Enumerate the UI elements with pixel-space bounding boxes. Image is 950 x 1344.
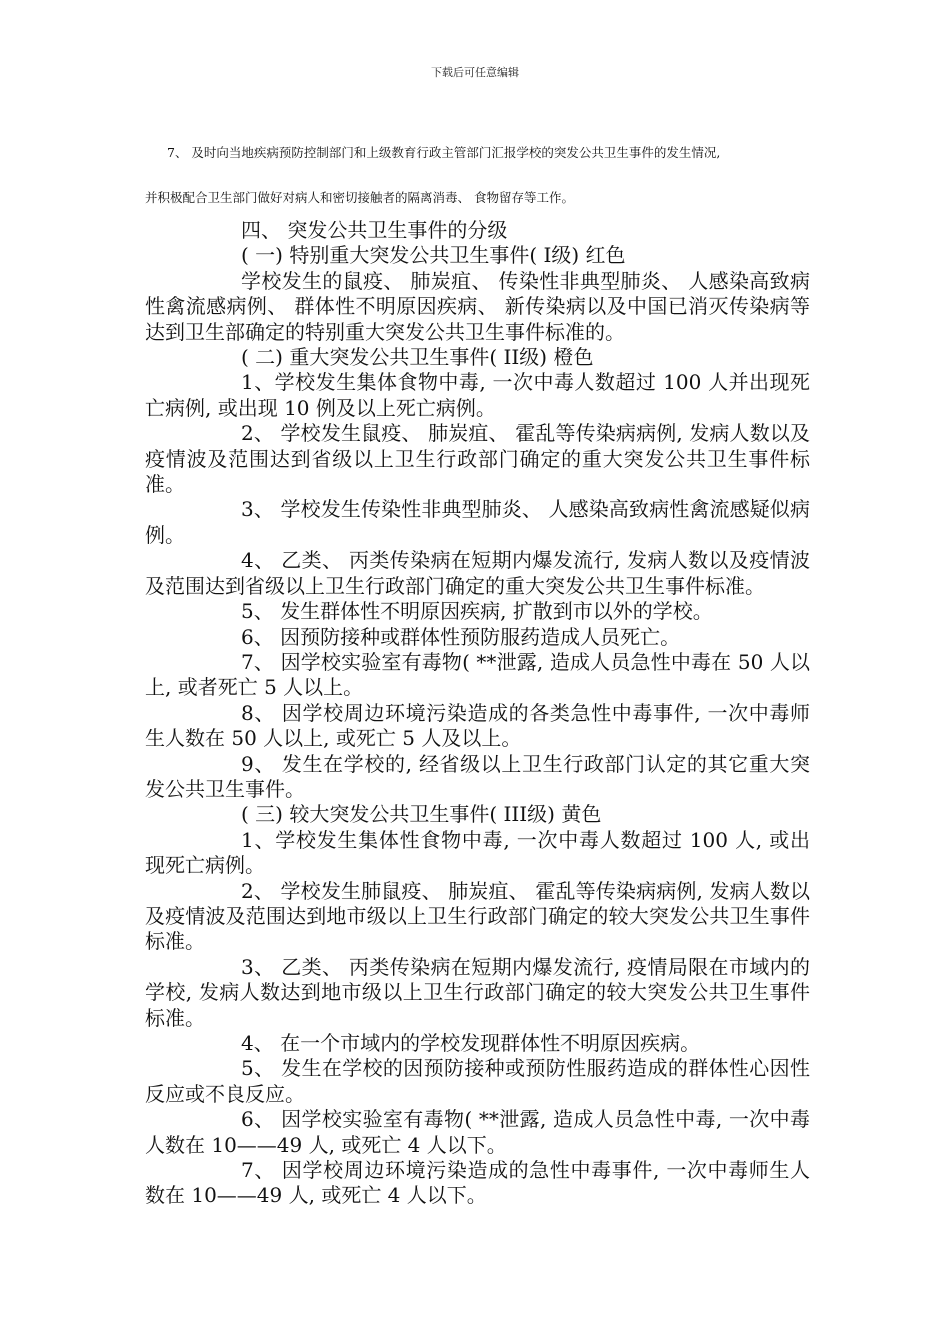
level-2-item-7: 7、 因学校实验室有毒物( **泄露, 造成人员急性中毒在 50 人以上, 或者死亡 5 人以上。 [145,649,810,700]
level-3-item-4: 4、 在一个市域内的学校发现群体性不明原因疾病。 [241,1031,701,1055]
level-3-item-1: 1、学校发生集体性食物中毒, 一次中毒人数超过 100 人, 或出现死亡病例。 [145,827,810,878]
header-note: 下载后可任意编辑 [431,66,519,79]
level-3-heading: ( 三) 较大突发公共卫生事件( III级) 黄色 [241,802,602,827]
level-2-item-1: 1、学校发生集体食物中毒, 一次中毒人数超过 100 人并出现死亡病例, 或出现 10 例及以上死亡病例。 [145,370,810,420]
level-2-item-6: 6、 因预防接种或群体性预防服药造成人员死亡。 [241,624,681,649]
level-3-item-7: 7、 因学校周边环境污染造成的急性中毒事件, 一次中毒师生人数在 10——49 人, 或死亡 4 人以下。 [145,1158,810,1208]
level-1-heading: ( 一) 特别重大突发公共卫生事件( I级) 红色 [241,243,626,268]
level-3-item-5: 5、 发生在学校的因预防接种或预防性服药造成的群体性心因性反应或不良反应。 [145,1056,810,1106]
level-2-heading: ( 二) 重大突发公共卫生事件( II级) 橙色 [241,345,594,370]
level-2-item-2: 2、 学校发生鼠疫、 肺炭疽、 霍乱等传染病病例, 发病人数以及疫情波及范围达到省级以上卫生行政部门确定的重大突发公共卫生事件标准。 [145,421,810,497]
intro-line-1: 7、 及时向当地疾病预防控制部门和上级教育行政主管部门汇报学校的突发公共卫生事件的发生情况, [167,145,721,160]
level-1-paragraph: 学校发生的鼠疫、 肺炭疽、 传染性非典型肺炎、 人感染高致病性禽流感病例、 群体性不明原因疾病、 新传染病以及中国已消灭传染病等达到卫生部确定的特别重大突发公共卫生事件标准的。 [145,268,810,344]
level-3-item-6: 6、 因学校实验室有毒物( **泄露, 造成人员急性中毒, 一次中毒人数在 10——49 人, 或死亡 4 人以下。 [145,1107,810,1157]
level-2-item-3: 3、 学校发生传染性非典型肺炎、 人感染高致病性禽流感疑似病例。 [145,497,810,547]
section-heading: 四、 突发公共卫生事件的分级 [241,218,508,242]
level-2-item-5: 5、 发生群体性不明原因疾病, 扩散到市以外的学校。 [241,599,713,624]
intro-section [145,130,825,220]
level-2-item-4: 4、 乙类、 丙类传染病在短期内爆发流行, 发病人数以及疫情波及范围达到省级以上卫生行政部门确定的重大突发公共卫生事件标准。 [145,548,810,598]
level-2-item-9: 9、 发生在学校的, 经省级以上卫生行政部门认定的其它重大突发公共卫生事件。 [145,751,810,801]
intro-line-2: 并积极配合卫生部门做好对病人和密切接触者的隔离消毒、 食物留存等工作。 [145,190,574,205]
level-3-item-3: 3、 乙类、 丙类传染病在短期内爆发流行, 疫情局限在市域内的学校, 发病人数达到地市级以上卫生行政部门确定的较大突发公共卫生事件标准。 [145,954,810,1030]
document-body [145,218,810,1209]
level-3-item-2: 2、 学校发生肺鼠疫、 肺炭疽、 霍乱等传染病病例, 发病人数以及疫情波及范围达到地市级以上卫生行政部门确定的较大突发公共卫生事件标准。 [145,878,810,954]
level-2-item-8: 8、 因学校周边环境污染造成的各类急性中毒事件, 一次中毒师生人数在 50 人以上, 或死亡 5 人及以上。 [145,700,810,751]
